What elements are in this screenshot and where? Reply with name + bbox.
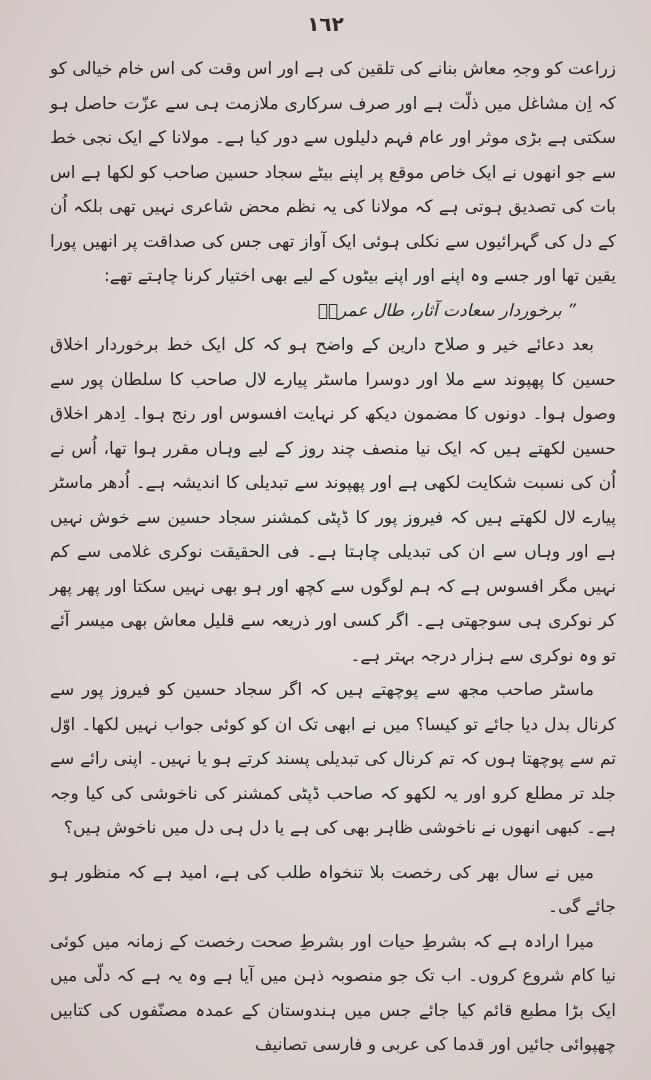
paragraph-letter-1: بعد دعائے خیر و صلاح دارین کے واضح ہو کہ کل ایک خط برخوردار اخلاق حسین کا پھپوند سے ملا اور دوسرا ماسٹر پیارے لال صاحب کا سلطان پور سے وصول ہوا۔ دونوں کا مضمون دیکھ کر نہایت افسوس اور رنج ہوا۔ اِدھر اخلاق حسین لکھتے ہیں کہ ایک نیا منصف چند روز کے لیے وہاں مقرر ہوا تھا، اُس نے اُن کی نسبت شکایت لکھی ہے اور پھپوند سے تبدیلی کا اندیشہ ہے۔ اُدھر ماسٹر پیارے لال لکھتے ہیں کہ فیروز پور کا ڈپٹی کمشنر سجاد حسین سے خوش نہیں ہے اور وہاں سے ان کی تبدیلی چاہتا ہے۔ فی الحقیقت نوکری غلامی سے کم نہیں مگر افسوس ہے کہ ہم لوگوں سے کچھ اور ہو بھی نہیں سکتا اور پھر پھر کر نوکری ہی سوجھتی ہے۔ اگر کسی اور ذریعہ سے قلیل معاش بھی میسر آئے تو وہ نوکری سے ہزار درجہ بہتر ہے۔	[50, 335, 616, 666]
page-number: ١٦٢	[307, 12, 344, 36]
letter-salutation: ” برخوردار سعادت آثار، طال عمرہٗ	[317, 300, 576, 321]
paragraph-letter-2: ماسٹر صاحب مجھ سے پوچھتے ہیں کہ اگر سجاد حسین کو فیروز پور سے کرنال بدل دیا جائے تو کیسا؟ میں نے ابھی تک ان کو کوئی جواب نہیں لکھا۔ اوّل تم سے پوچھتا ہوں کہ تم کرنال کی تبدیلی پسند کرتے ہو یا نہیں۔ اپنی رائے سے جلد تر مطلع کرو اور یہ لکھو کہ صاحب ڈپٹی کمشنر کی ناخوشی کی کیا وجہ ہے۔ کبھی انھوں نے ناخوشی ظاہر بھی کی ہے یا دل ہی دل میں ناخوش ہیں؟	[50, 680, 616, 838]
page-body	[50, 52, 616, 1063]
paragraph-letter-3: میں نے سال بھر کی رخصت بلا تنخواہ طلب کی ہے، امید ہے کہ منظور ہو جائے گی۔	[50, 862, 616, 917]
paragraph-intro: زراعت کو وجہِ معاش بنانے کی تلقین کی ہے اور اس وقت کی اس خام خیالی کو کہ اِن مشاغل میں ذلّت ہے اور صرف سرکاری ملازمت ہی سے عزّت حاصل ہو سکتی ہے بڑی موثر اور عام فہم دلیلوں سے دور کیا ہے۔ مولانا کے ایک نجی خط سے جو انھوں نے ایک خاص موقع پر اپنے بیٹے سجاد حسین صاحب کو لکھا ہے اس بات کی تصدیق ہوتی ہے کہ مولانا کی یہ نظم محض شاعری نہیں تھی بلکہ اُن کے دل کی گہرائیوں سے نکلی ہوئی ایک آواز تھی جس کی صداقت پر انھیں پورا یقین تھا اور جسے وہ اپنے اور اپنے بیٹوں کے لیے بھی اختیار کرنا چاہتے تھے:	[50, 59, 616, 286]
paragraph-letter-4: میرا ارادہ ہے کہ بشرطِ حیات اور بشرطِ صحت رخصت کے زمانہ میں کوئی نیا کام شروع کروں۔ اب تک جو منصوبہ ذہن میں آیا ہے وہ یہ ہے کہ دلّی میں ایک بڑا مطبع قائم کیا جائے جس میں ہندوستان کے عمدہ مصنّفوں کی کتابیں چھپوائی جائیں اور قدما کی عربی و فارسی تصانیف	[50, 931, 616, 1055]
